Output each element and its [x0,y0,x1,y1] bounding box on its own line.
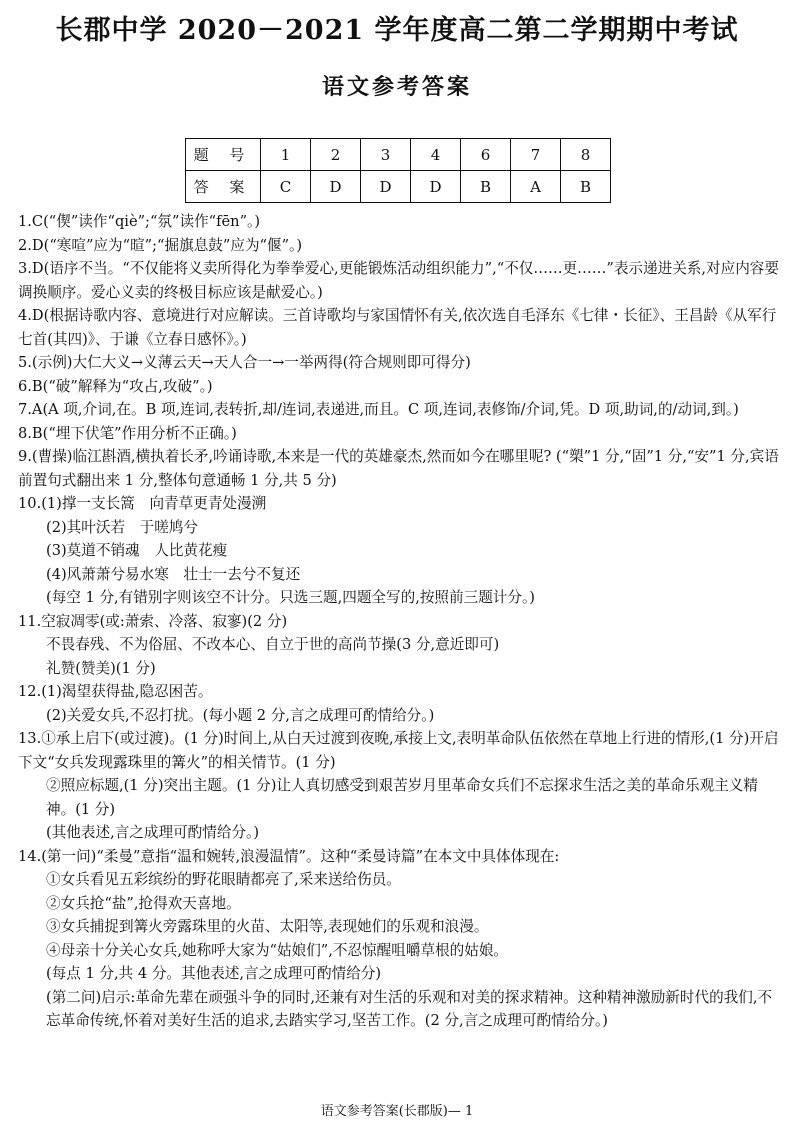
answer-line: (每空 1 分,有错别字则该空不计分。只选三题,四题全写的,按照前三题计分。) [46,589,535,606]
answer-line: 7.A(A 项,介词,在。B 项,连词,表转折,却/连词,表递进,而且。C 项,连词,表修饰/介词,凭。D 项,助词,的/动词,到。) [18,401,739,418]
answer-line: 10.(1)撑一支长篙 向青草更青处漫溯 [18,495,267,512]
answer-line: 6.B(“破”解释为“攻占,攻破”。) [18,377,213,395]
answer-line: 礼赞(赞美)(1 分) [46,659,156,677]
table-header-answer: 答 案 [186,171,261,203]
answer-line: 12.(1)渴望获得盐,隐忍困苦。 [18,683,213,700]
page-footer: 语文参考答案(长郡版)— 1 [320,1104,474,1119]
answer-line: ④母亲十分关心女兵,她称呼大家为“姑娘们”,不忍惊醒咀嚼草根的姑娘。 [46,941,509,959]
answer-line: 不畏春残、不为俗屈、不改本心、自立于世的高尚节操(3 分,意近即可) [46,636,500,653]
question-number: 4 [411,139,461,171]
page-title: 长郡中学 2020－2021 学年度高二第二学期期中考试 [55,15,739,46]
answer-cell: C [261,171,311,203]
answer-line: ③女兵捕捉到篝火旁露珠里的火苗、太阳等,表现她们的乐观和浪漫。 [46,918,489,935]
answer-table [185,138,611,203]
question-number: 8 [561,139,611,171]
answer-line: 13.①承上启下(或过渡)。(1 分)时间上,从白天过渡到夜晚,承接上文,表明革命队伍依然在草地上行进的情形,(1 分)开启下文“女兵发现露珠里的篝火”的相关情节。(1 分) [18,730,779,771]
answer-cell: D [411,171,461,203]
page-subtitle: 语文参考答案 [321,74,472,100]
answer-line: 1.C(“偰”读作“qiè”;“氛”读作“fēn”。) [18,213,261,230]
answer-line: 11.空寂凋零(或:萧索、冷落、寂寥)(2 分) [18,612,288,630]
answer-line: (其他表述,言之成理可酌情给分。) [46,824,260,841]
question-number: 3 [361,139,411,171]
answer-explanations [18,210,780,1033]
answer-line: (第二问)启示:革命先辈在顽强斗争的同时,还兼有对生活的乐观和对美的探求精神。这种精神激励新时代的我们,不忘革命传统,怀着对美好生活的追求,去踏实学习,坚苦工作。(2 分,言之成理可酌情给分。) [46,988,773,1029]
answer-table-answer-row [186,171,611,203]
answer-line: 9.(曹操)临江斟酒,横执着长矛,吟诵诗歌,本来是一代的英雄豪杰,然而如今在哪里呢? (“槊”1 分,“固”1 分,“安”1 分,宾语前置句式翻出来 1 分,整体句意通畅 1 分,共 5 分) [18,448,779,489]
answer-line: (每点 1 分,共 4 分。其他表述,言之成理可酌情给分) [46,965,382,982]
answer-table-number-row [186,139,611,171]
question-number: 2 [311,139,361,171]
table-header-number: 题 号 [186,139,261,171]
answer-line: 4.D(根据诗歌内容、意境进行对应解读。三首诗歌均与家国情怀有关,依次选自毛泽东《七律・长征》、王昌龄《从军行七首(其四)》、于谦《立春日感怀》。) [18,307,777,348]
answer-cell: B [461,171,511,203]
answer-line: ①女兵看见五彩缤纷的野花眼睛都亮了,采来送给伤员。 [46,871,401,888]
answer-line: (3)莫道不销魂 人比黄花瘦 [46,542,228,559]
question-number: 6 [461,139,511,171]
answer-line: 2.D(“寒喧”应为“暄”;“掘旗息鼓”应为“偃”。) [18,236,303,254]
answer-line: (2)关爱女兵,不忍打扰。(每小题 2 分,言之成理可酌情给分。) [46,706,435,724]
question-number: 1 [261,139,311,171]
answer-line: ②女兵抢“盐”,抢得欢天喜地。 [46,894,241,912]
answer-cell: B [561,171,611,203]
answer-line: 3.D(语序不当。“不仅能将义卖所得化为拳拳爱心,更能锻炼活动组织能力”,“不仅……更……”表示递进关系,对应内容要调换顺序。爱心义卖的终极目标应该是献爱心。) [18,260,779,301]
answer-line: ②照应标题,(1 分)突出主题。(1 分)让人真切感受到艰苦岁月里革命女兵们不忘探求生活之美的革命乐观主义精神。(1 分) [46,777,758,818]
answer-cell: D [311,171,361,203]
answer-line: 8.B(“埋下伏笔”作用分析不正确。) [18,424,237,442]
question-number: 7 [511,139,561,171]
answer-line: (2)其叶沃若 于嗟鸠兮 [46,518,199,536]
answer-line: (4)风萧萧兮易水寒 壮士一去兮不复还 [46,565,301,583]
answer-cell: D [361,171,411,203]
answer-line: 14.(第一问)“柔曼”意指“温和婉转,浪漫温情”。这种“柔曼诗篇”在本文中具体体现在: [18,847,560,865]
answer-cell: A [511,171,561,203]
answer-line: 5.(示例)大仁大义→义薄云天→天人合一→一举两得(符合规则即可得分) [18,354,471,371]
